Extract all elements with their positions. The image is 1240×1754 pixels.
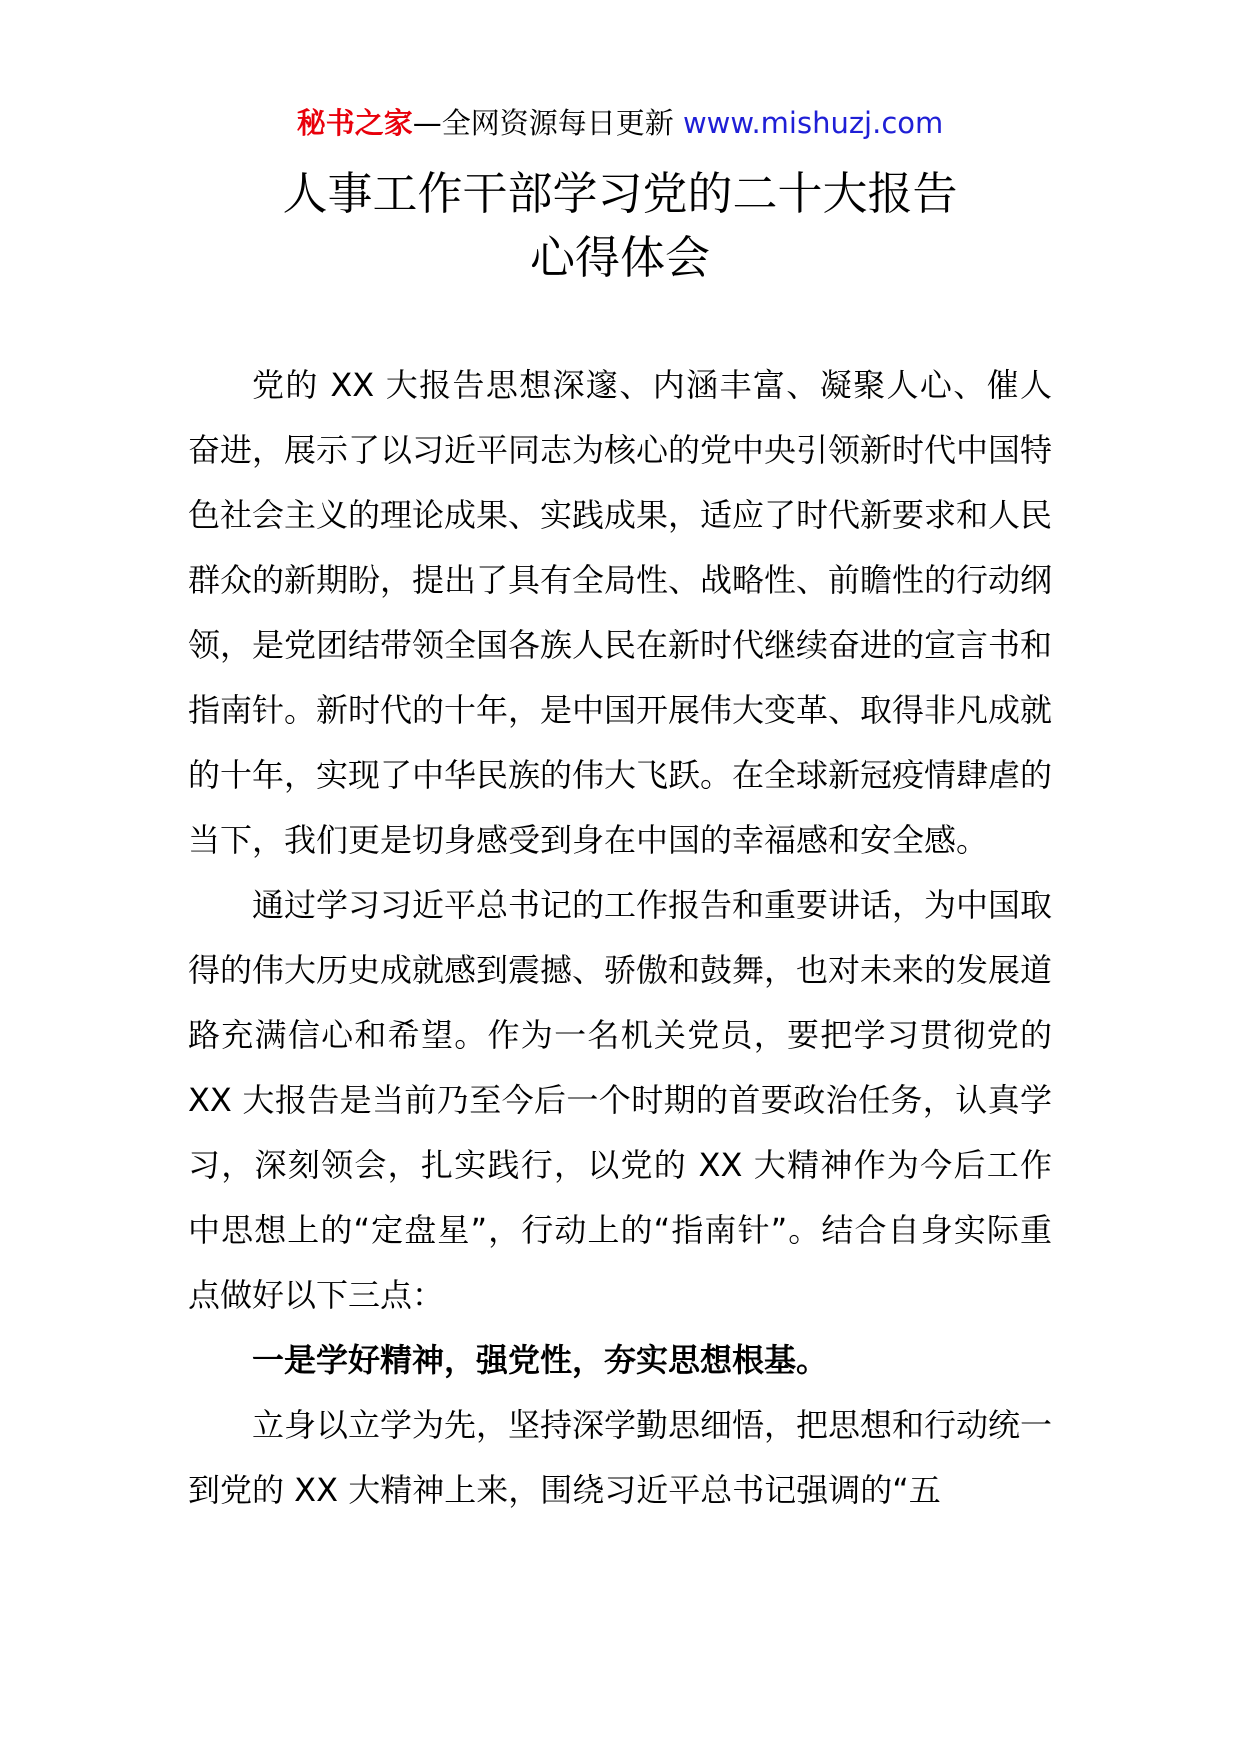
document-body bbox=[188, 353, 1052, 1523]
site-url-link[interactable]: www.mishuzj.com bbox=[682, 106, 944, 140]
title-line-1: 人事工作干部学习党的二十大报告 bbox=[282, 167, 958, 220]
document-title bbox=[0, 162, 1240, 290]
title-line-2: 心得体会 bbox=[529, 231, 710, 284]
site-tagline: —全网资源每日更新 bbox=[412, 106, 683, 140]
site-header bbox=[0, 100, 1240, 146]
section-heading: 一是学好精神，强党性，夯实思想根基。 bbox=[252, 1341, 829, 1379]
body-paragraph: 立身以立学为先，坚持深学勤思细悟，把思想和行动统一到党的 XX 大精神上来，围绕习近平总书记强调的“五 bbox=[188, 1406, 1053, 1509]
body-paragraph: 党的 XX 大报告思想深邃、内涵丰富、凝聚人心、催人奋进，展示了以习近平同志为核心的党中央引领新时代中国特色社会主义的理论成果、实践成果，适应了时代新要求和人民群众的新期盼，提出了具有全局性、战略性、前瞻性的行动纲领，是党团结带领全国各族人民在新时代继续奋进的宣言书和指南针。新时代的十年，是中国开展伟大变革、取得非凡成就的十年，实现了中华民族的伟大飞跃。在全球新冠疫情肆虐的当下，我们更是切身感受到身在中国的幸福感和安全感。 bbox=[188, 366, 1053, 859]
site-brand: 秘书之家 bbox=[296, 106, 413, 140]
body-paragraph: 通过学习习近平总书记的工作报告和重要讲话，为中国取得的伟大历史成就感到震撼、骄傲和鼓舞，也对未来的发展道路充满信心和希望。作为一名机关党员，要把学习贯彻党的 XX 大报告是当前乃至今后一个时期的首要政治任务，认真学习，深刻领会，扎实践行，以党的 XX 大精神作为今后工作中思想上的“定盘星”，行动上的“指南针”。结合自身实际重点做好以下三点： bbox=[188, 886, 1053, 1314]
